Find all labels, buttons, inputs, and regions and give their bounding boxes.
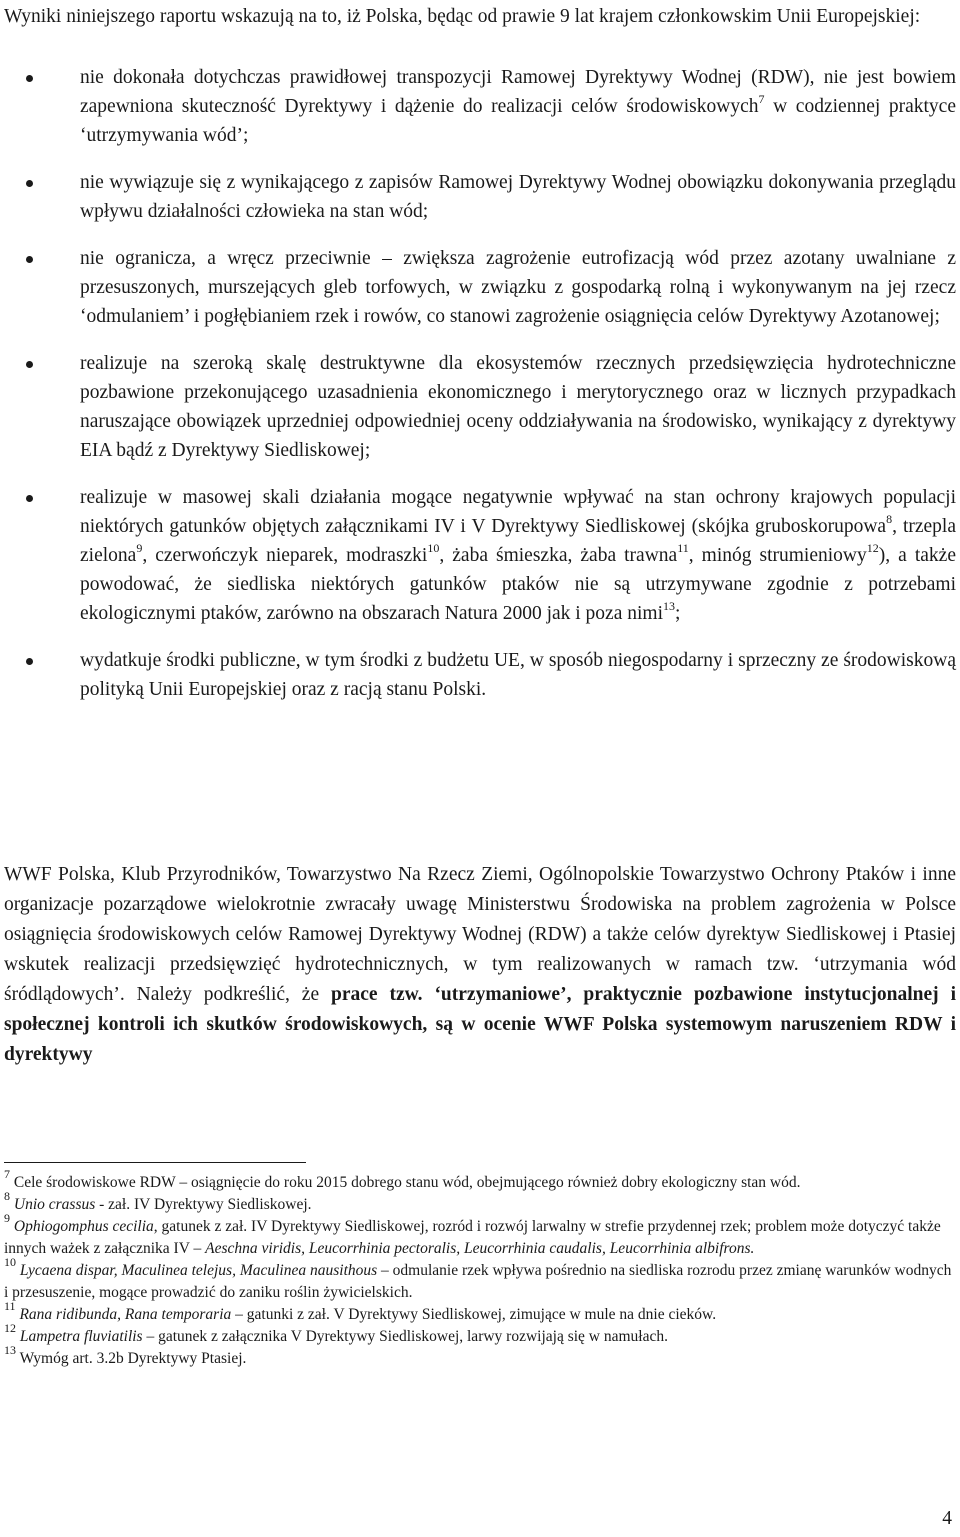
findings-list	[4, 63, 956, 720]
footnote-ref: 9	[136, 541, 143, 555]
footnote-ref: 12	[866, 541, 879, 555]
bullet-icon	[26, 658, 33, 665]
footnote-10: $^{10}$ Lycaena dispar, Maculinea telejus, Maculinea nausithous – odmulanie rzek wpływa pośrednio na siedliska rozrodu przez zmianę warunków wodnych i przesuszenie, mogące prowadzić do zaniku roślin żywicielskich.	[4, 1255, 952, 1301]
emphasis-text: prace tzw. ‘utrzymaniowe’, praktycznie pozbawione instytucjonalnej i społecznej kontroli ich skutków środowiskowych, są w ocenie WWF Polska systemowym naruszeniem RDW i dyrektywy	[4, 984, 956, 1065]
footnote-ref: 7	[758, 92, 765, 106]
list-item: nie wywiązuje się z wynikającego z zapisów Ramowej Dyrektywy Wodnej obowiązku dokonywania przeglądu wpływu działalności człowieka na stan wód;	[4, 168, 956, 226]
bullet-icon	[26, 75, 33, 82]
footnote-ref: 8	[886, 512, 893, 526]
bullet-icon	[26, 256, 33, 263]
footnote-ref: 13	[663, 599, 676, 613]
list-item: wydatkuje środki publiczne, w tym środki z budżetu UE, w sposób niegospodarny i sprzeczny ze środowiskową polityką Unii Europejskiej oraz z racją stanu Polski.	[4, 646, 956, 704]
bullet-icon	[26, 180, 33, 187]
footnote-separator	[4, 1162, 306, 1163]
footnote-13: $^{13}$ Wymóg art. 3.2b Dyrektywy Ptasiej.	[4, 1343, 247, 1367]
footnote-8: $^8$ Unio crassus - zał. IV Dyrektywy Siedliskowej.	[4, 1189, 312, 1213]
footnote-12: $^{12}$ Lampetra fluviatilis – gatunek z załącznika V Dyrektywy Siedliskowej, larwy rozwijają się w namułach.	[4, 1321, 668, 1345]
footnote-ref: 10	[427, 541, 440, 555]
footnotes	[4, 1167, 956, 1370]
main-paragraph: WWF Polska, Klub Przyrodników, Towarzystwo Na Rzecz Ziemi, Ogólnopolskie Towarzystwo Ochrony Ptaków i inne organizacje pozarządowe wielokrotnie zwracały uwagę Ministerstwu Środowiska na problem zagrożenia w Polsce osiągnięcia środowiskowych celów Ramowej Dyrektywy Wodnej (RDW) a także celów dyrektyw Siedliskowej i Ptasiej wskutek realizacji przedsięwzięć hydrotechnicznych, w tym realizowanych w ramach tzw. ‘utrzymania wód śródlądowych’. Należy podkreślić, że prace tzw. ‘utrzymaniowe’, praktycznie pozbawione instytucjonalnej i społecznej kontroli ich skutków środowiskowych, są w ocenie WWF Polska systemowym naruszeniem RDW i dyrektywy	[4, 864, 956, 1065]
bullet-icon	[26, 361, 33, 368]
footnote-7: $^7$ Cele środowiskowe RDW – osiągnięcie do roku 2015 dobrego stanu wód, obejmującego również dobry ekologiczny stan wód.	[4, 1167, 801, 1191]
bullet-icon	[26, 495, 33, 502]
list-item: nie ogranicza, a wręcz przeciwnie – zwiększa zagrożenie eutrofizacją wód przez azotany uwalniane z przesuszonych, murszejących gleb torfowych, w związku z gospodarką rolną i wykonywanym na jej rzecz ‘odmulaniem’ i pogłębianiem rzek i rowów, co stanowi zagrożenie osiągnięcia celów Dyrektywy Azotanowej;	[4, 244, 956, 331]
footnote-11: $^{11}$ Rana ridibunda, Rana temporaria – gatunki z zał. V Dyrektywy Siedliskowej, zimujące w mule na dnie cieków.	[4, 1299, 717, 1323]
footnote-ref: 11	[677, 541, 689, 555]
footnote-9: $^9$ Ophiogomphus cecilia, gatunek z zał. IV Dyrektywy Siedliskowej, rozród i rozwój larwalny w strefie przydennej rzek; problem może dotyczyć także innych ważek z załącznika IV – Aeschna viridis, Leucorrhinia pectoralis, Leucorrhinia caudalis, Leucorrhinia albifrons.	[4, 1211, 941, 1257]
list-item: realizuje w masowej skali działania mogące negatywnie wpływać na stan ochrony krajowych populacji niektórych gatunków objętych załącznikami IV i V Dyrektywy Siedliskowej (skójka gruboskorupowa$^8$, trzepla zielona$^9$, czerwończyk nieparek, modraszki$^{10}$, żaba śmieszka, żaba trawna$^{11}$, minóg strumieniowy$^{12}$), a także powodować, że siedliska niektórych gatunków ptaków nie są utrzymywane zgodnie z potrzebami ekologicznymi ptaków, zarówno na obszarach Natura 2000 jak i poza nimi$^{13}$;	[4, 483, 956, 628]
page-number: 4	[942, 1508, 952, 1529]
list-item: realizuje na szeroką skalę destruktywne dla ekosystemów rzecznych przedsięwzięcia hydrotechniczne pozbawione przekonującego uzasadnienia ekonomicznego i merytorycznego oraz w licznych przypadkach naruszające obowiązek uprzedniej odpowiedniej oceny oddziaływania na środowisko, wynikający z dyrektywy EIA bądź z Dyrektywy Siedliskowej;	[4, 349, 956, 465]
list-item: nie dokonała dotychczas prawidłowej transpozycji Ramowej Dyrektywy Wodnej (RDW), nie jest bowiem zapewniona skuteczność Dyrektywy i dążenie do realizacji celów środowiskowych$^7$ w codziennej praktyce ‘utrzymywania wód’;	[4, 63, 956, 150]
intro-paragraph: Wyniki niniejszego raportu wskazują na to, iż Polska, będąc od prawie 9 lat krajem członkowskim Unii Europejskiej:	[4, 6, 921, 27]
